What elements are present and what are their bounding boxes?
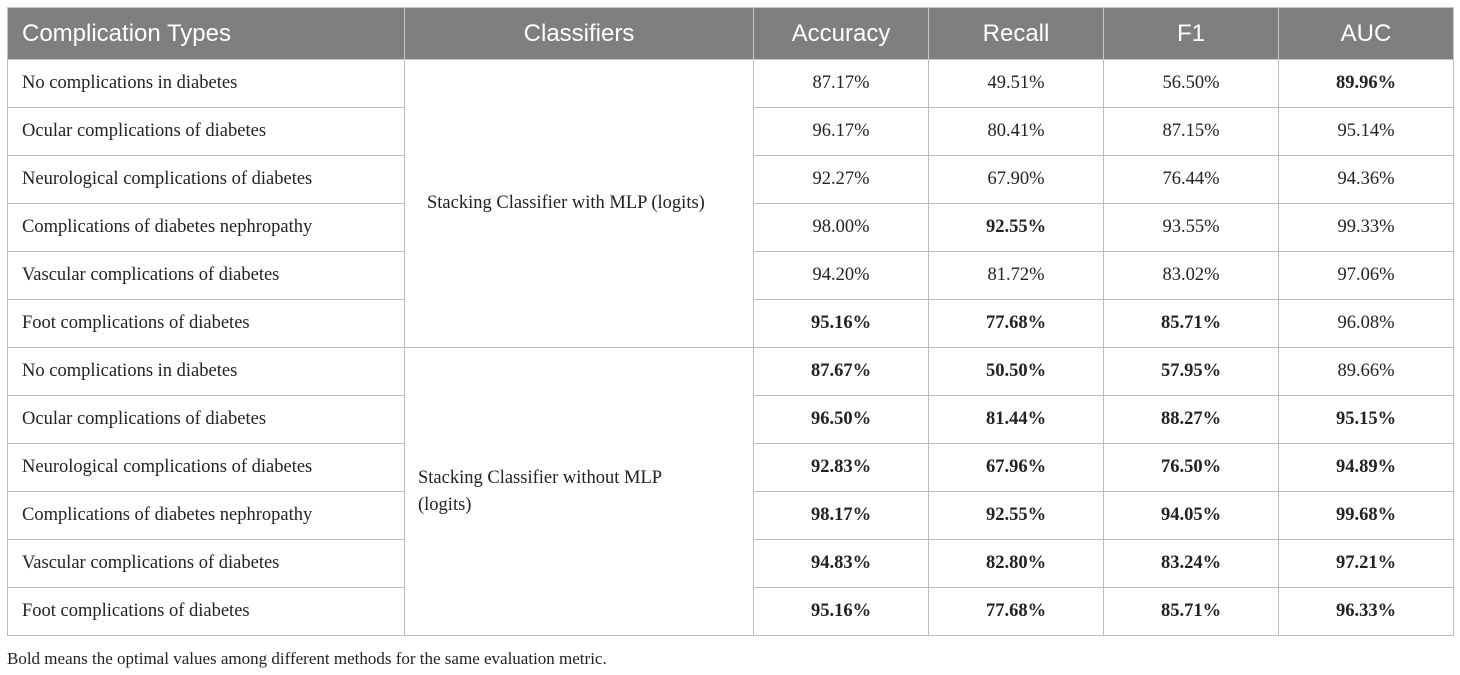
- header-classifiers: Classifiers: [405, 8, 754, 60]
- auc-cell: 89.66%: [1279, 348, 1454, 396]
- accuracy-cell: 95.16%: [754, 300, 929, 348]
- recall-cell: 81.44%: [929, 396, 1104, 444]
- auc-cell: 94.36%: [1279, 156, 1454, 204]
- header-auc: AUC: [1279, 8, 1454, 60]
- header-accuracy: Accuracy: [754, 8, 929, 60]
- recall-cell: 67.90%: [929, 156, 1104, 204]
- recall-cell: 67.96%: [929, 444, 1104, 492]
- accuracy-cell: 87.67%: [754, 348, 929, 396]
- accuracy-cell: 96.50%: [754, 396, 929, 444]
- auc-cell: 97.06%: [1279, 252, 1454, 300]
- accuracy-cell: 92.83%: [754, 444, 929, 492]
- recall-cell: 49.51%: [929, 60, 1104, 108]
- auc-cell: 89.96%: [1279, 60, 1454, 108]
- auc-cell: 95.14%: [1279, 108, 1454, 156]
- f1-cell: 76.50%: [1104, 444, 1279, 492]
- complication-type-cell: Vascular complications of diabetes: [8, 252, 405, 300]
- recall-cell: 92.55%: [929, 204, 1104, 252]
- results-table-container: [7, 7, 1453, 636]
- auc-cell: 96.08%: [1279, 300, 1454, 348]
- f1-cell: 94.05%: [1104, 492, 1279, 540]
- accuracy-cell: 94.83%: [754, 540, 929, 588]
- auc-cell: 96.33%: [1279, 588, 1454, 636]
- classifier-cell: Stacking Classifier with MLP (logits): [405, 60, 754, 348]
- complication-type-cell: Vascular complications of diabetes: [8, 540, 405, 588]
- accuracy-cell: 98.17%: [754, 492, 929, 540]
- f1-cell: 83.24%: [1104, 540, 1279, 588]
- accuracy-cell: 92.27%: [754, 156, 929, 204]
- f1-cell: 56.50%: [1104, 60, 1279, 108]
- f1-cell: 76.44%: [1104, 156, 1279, 204]
- header-complication-types: Complication Types: [8, 8, 405, 60]
- recall-cell: 77.68%: [929, 588, 1104, 636]
- table-footnote: Bold means the optimal values among different methods for the same evaluation metric.: [7, 649, 607, 668]
- complication-type-cell: Ocular complications of diabetes: [8, 108, 405, 156]
- recall-cell: 81.72%: [929, 252, 1104, 300]
- recall-cell: 80.41%: [929, 108, 1104, 156]
- f1-cell: 57.95%: [1104, 348, 1279, 396]
- f1-cell: 93.55%: [1104, 204, 1279, 252]
- table-row: [8, 60, 1454, 108]
- complication-type-cell: Foot complications of diabetes: [8, 588, 405, 636]
- complication-type-cell: Foot complications of diabetes: [8, 300, 405, 348]
- accuracy-cell: 95.16%: [754, 588, 929, 636]
- auc-cell: 97.21%: [1279, 540, 1454, 588]
- complication-type-cell: No complications in diabetes: [8, 348, 405, 396]
- complication-type-cell: Neurological complications of diabetes: [8, 156, 405, 204]
- f1-cell: 83.02%: [1104, 252, 1279, 300]
- accuracy-cell: 87.17%: [754, 60, 929, 108]
- header-f1: F1: [1104, 8, 1279, 60]
- header-row: [8, 8, 1454, 60]
- auc-cell: 95.15%: [1279, 396, 1454, 444]
- accuracy-cell: 96.17%: [754, 108, 929, 156]
- auc-cell: 99.68%: [1279, 492, 1454, 540]
- recall-cell: 77.68%: [929, 300, 1104, 348]
- table-body: [8, 60, 1454, 636]
- recall-cell: 82.80%: [929, 540, 1104, 588]
- recall-cell: 92.55%: [929, 492, 1104, 540]
- auc-cell: 99.33%: [1279, 204, 1454, 252]
- results-table: [7, 7, 1454, 636]
- recall-cell: 50.50%: [929, 348, 1104, 396]
- f1-cell: 85.71%: [1104, 300, 1279, 348]
- classifier-cell: Stacking Classifier without MLP (logits): [405, 348, 754, 636]
- complication-type-cell: Complications of diabetes nephropathy: [8, 204, 405, 252]
- table-row: [8, 348, 1454, 396]
- accuracy-cell: 94.20%: [754, 252, 929, 300]
- complication-type-cell: Complications of diabetes nephropathy: [8, 492, 405, 540]
- f1-cell: 85.71%: [1104, 588, 1279, 636]
- f1-cell: 87.15%: [1104, 108, 1279, 156]
- complication-type-cell: Neurological complications of diabetes: [8, 444, 405, 492]
- auc-cell: 94.89%: [1279, 444, 1454, 492]
- complication-type-cell: Ocular complications of diabetes: [8, 396, 405, 444]
- f1-cell: 88.27%: [1104, 396, 1279, 444]
- complication-type-cell: No complications in diabetes: [8, 60, 405, 108]
- header-recall: Recall: [929, 8, 1104, 60]
- accuracy-cell: 98.00%: [754, 204, 929, 252]
